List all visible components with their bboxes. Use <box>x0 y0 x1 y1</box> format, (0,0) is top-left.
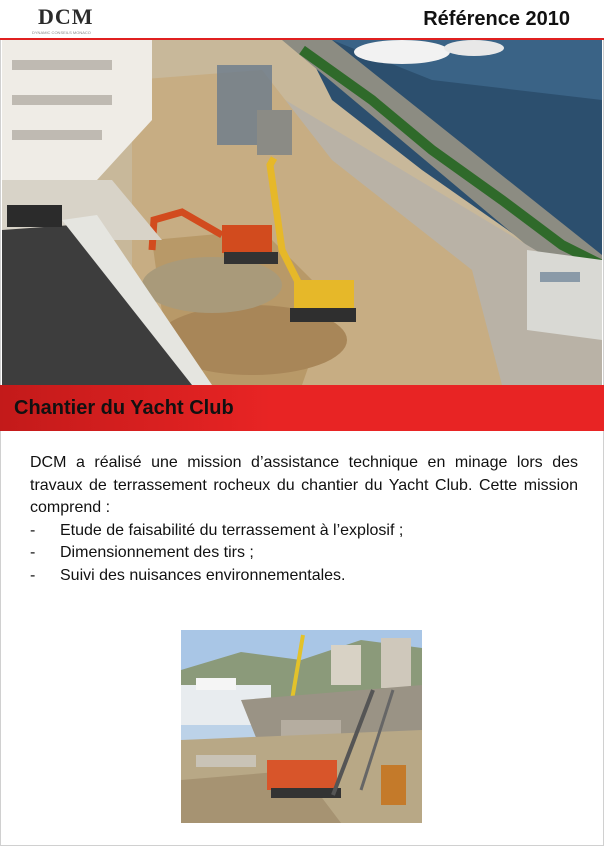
reference-year: Référence 2010 <box>423 8 570 30</box>
description <box>30 452 578 587</box>
drilling-rig-illustration <box>181 630 422 823</box>
section-title: Chantier du Yacht Club <box>14 397 234 419</box>
title-band <box>0 385 604 431</box>
drilling-rig-photo <box>181 630 422 823</box>
construction-site-illustration <box>2 40 602 385</box>
bullet-dash: - <box>30 521 36 539</box>
logo-text: DCM <box>38 4 94 29</box>
mission-list <box>30 520 578 588</box>
list-item-text: Suivi des nuisances environnementales. <box>60 566 346 584</box>
bullet-dash: - <box>30 544 36 561</box>
list-item <box>30 542 578 565</box>
list-item <box>30 520 578 543</box>
list-item-text: Dimensionnement des tirs ; <box>60 544 254 561</box>
dcm-logo <box>32 4 110 38</box>
list-item <box>30 565 578 588</box>
logo-subtitle: DYNAMIC CONSEILS MONACO <box>32 30 91 35</box>
bullet-dash: - <box>30 566 36 584</box>
construction-site-photo <box>2 40 602 385</box>
list-item-text: Etude de faisabilité du terrassement à l’explosif ; <box>60 521 404 539</box>
header <box>0 0 604 40</box>
description-intro: DCM a réalisé une mission d’assistance technique en minage lors des travaux de terrassement rocheux du chantier du Yacht Club. Cette mission comprend : <box>30 454 578 516</box>
